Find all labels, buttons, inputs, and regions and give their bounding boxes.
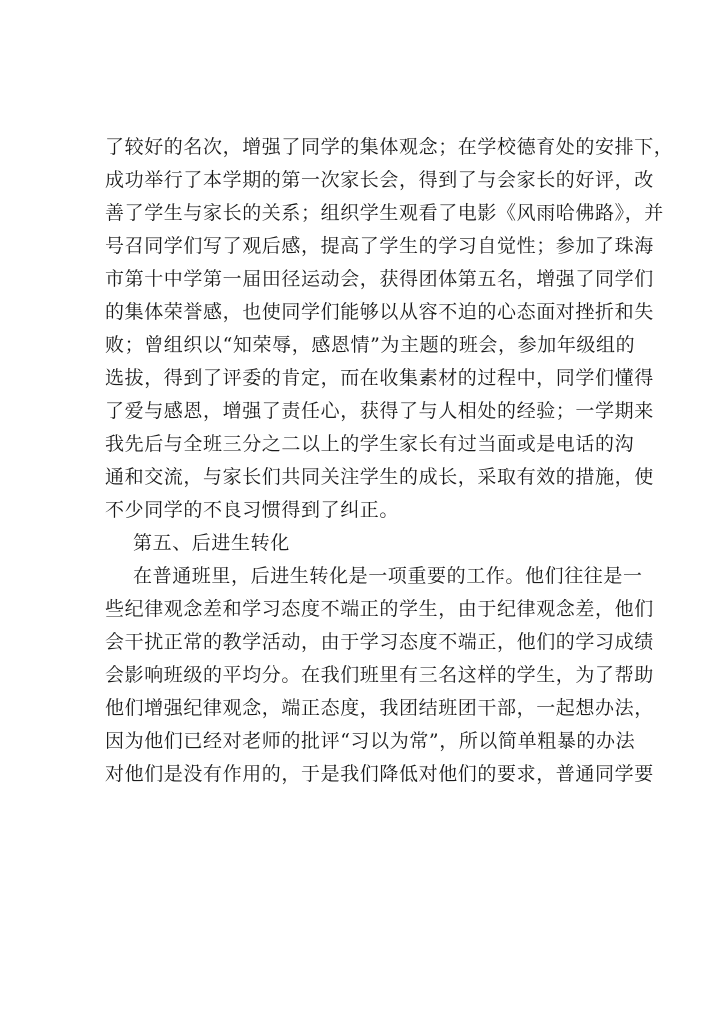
paragraph1-line-2: 成功举行了本学期的第一次家长会，得到了与会家长的好评，改 (105, 169, 654, 191)
paragraph2-line-1: 在普通班里，后进生转化是一项重要的工作。他们往往是一 (133, 565, 643, 587)
paragraph1-line-1: 了较好的名次，增强了同学的集体观念；在学校德育处的安排下， (105, 136, 674, 158)
paragraph1-line-9: 了爱与感恩，增强了责任心，获得了与人相处的经验；一学期来 (105, 400, 654, 422)
paragraph1-line-6: 的集体荣誉感，也使同学们能够以从容不迫的心态面对挫折和失 (105, 301, 654, 323)
paragraph2-line-4: 会影响班级的平均分。在我们班里有三名这样的学生，为了帮助 (105, 664, 654, 686)
paragraph1-line-5: 市第十中学第一届田径运动会，获得团体第五名，增强了同学们 (105, 268, 654, 290)
paragraph1-line-11: 通和交流，与家长们共同关注学生的成长，采取有效的措施，使 (105, 466, 654, 488)
document-body (105, 131, 674, 791)
paragraph2-line-7: 对他们是没有作用的，于是我们降低对他们的要求，普通同学要 (105, 763, 654, 785)
paragraph2-line-2: 些纪律观念差和学习态度不端正的学生，由于纪律观念差，他们 (105, 598, 654, 620)
paragraph2-line-6: 因为他们已经对老师的批评“习以为常”，所以简单粗暴的办法 (105, 730, 636, 752)
paragraph1-line-3: 善了学生与家长的关系；组织学生观看了电影《风雨哈佛路》，并 (105, 202, 664, 224)
paragraph1-line-4: 号召同学们写了观后感，提高了学生的学习自觉性；参加了珠海 (105, 235, 654, 257)
paragraph1-line-7: 败；曾组织以“知荣辱，感恩情”为主题的班会，参加年级组的 (105, 334, 636, 356)
paragraph2-line-3: 会干扰正常的教学活动，由于学习态度不端正，他们的学习成绩 (105, 631, 654, 653)
paragraph2-line-5: 他们增强纪律观念，端正态度，我团结班团干部，一起想办法， (105, 697, 654, 719)
paragraph1-line-10: 我先后与全班三分之二以上的学生家长有过当面或是电话的沟 (105, 433, 635, 455)
paragraph1-line-12: 不少同学的不良习惯得到了纠正。 (105, 499, 400, 521)
section-heading: 第五、后进生转化 (133, 532, 290, 554)
paragraph1-line-8: 选拔，得到了评委的肯定，而在收集素材的过程中，同学们懂得 (105, 367, 654, 389)
